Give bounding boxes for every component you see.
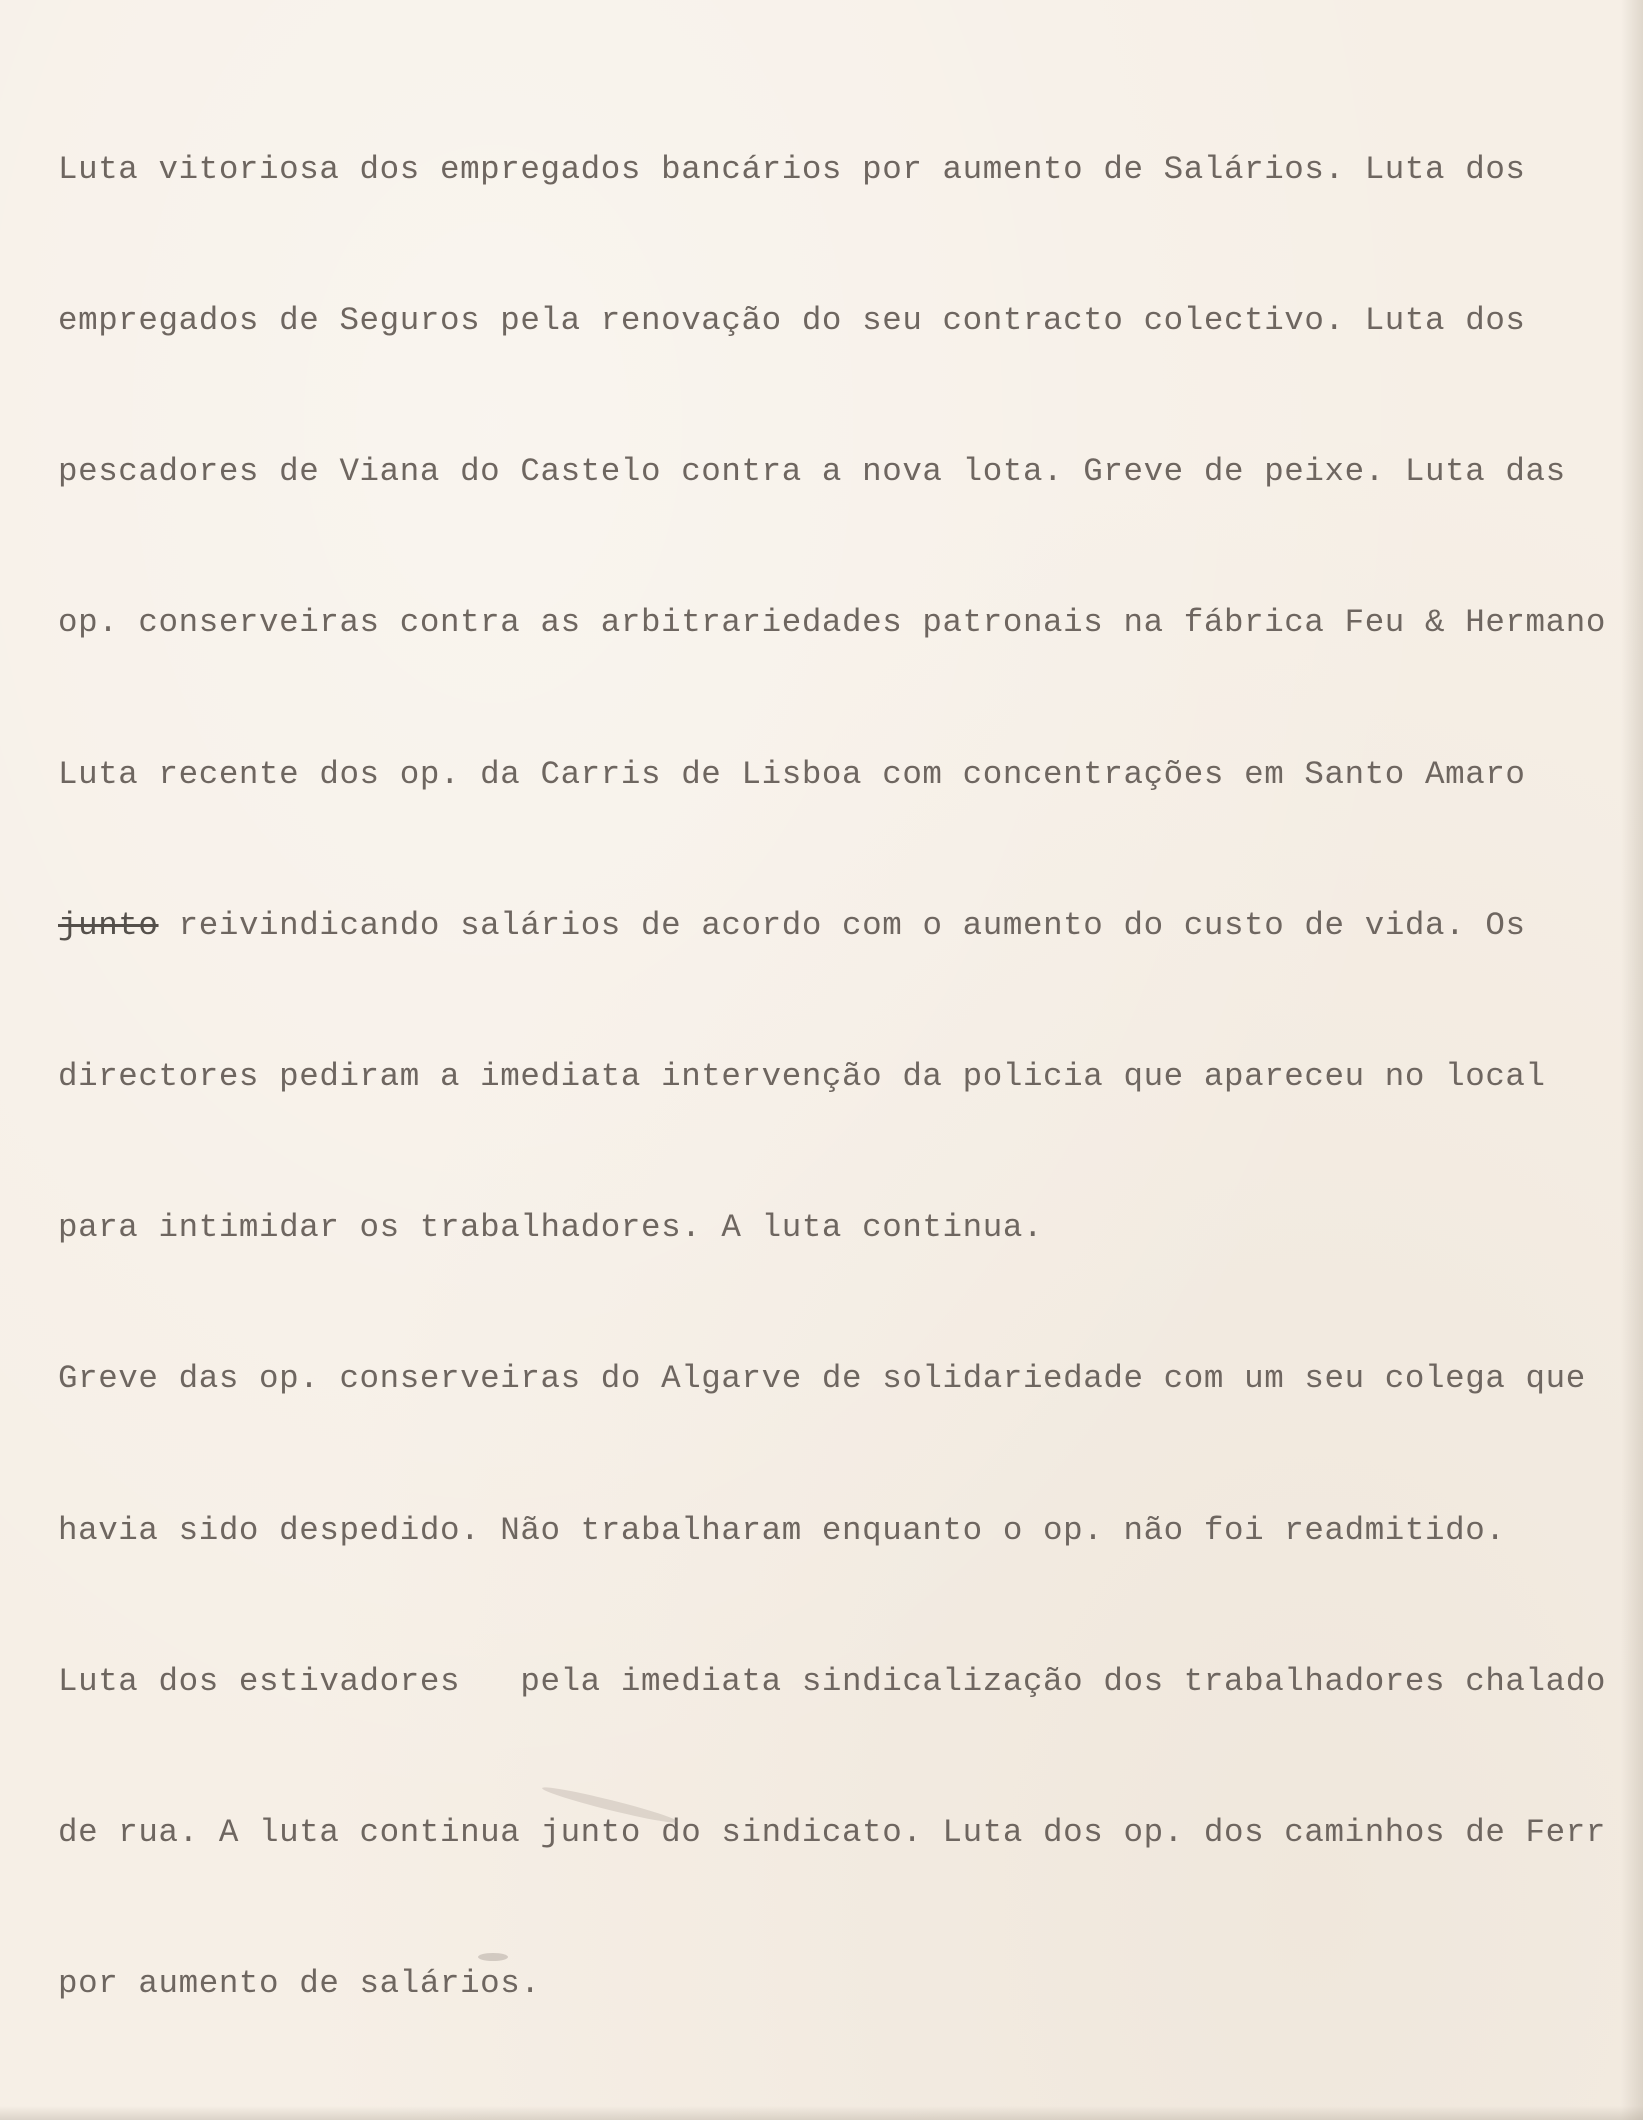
text-line xyxy=(58,901,1638,951)
text-line: havia sido despedido. Não trabalharam enquanto o op. não foi readmitido. xyxy=(58,1511,1506,1549)
text-line-continuation: reivindicando salários de acordo com o aumento do custo de vida. Os xyxy=(158,906,1526,944)
text-line: pescadores de Viana do Castelo contra a nova lota. Greve de peixe. Luta das xyxy=(58,453,1566,491)
text-line: Luta recente dos op. da Carris de Lisboa com concentrações em Santo Amaro xyxy=(58,755,1526,793)
text-line: op. conserveiras contra as arbitrariedades patronais na fábrica Feu & Hermano xyxy=(58,604,1606,642)
text-line: para intimidar os trabalhadores. A luta continua. xyxy=(58,1209,1044,1247)
typewritten-text xyxy=(58,44,1638,2110)
text-line: directores pediram a imediata intervenção da policia que apareceu no local xyxy=(58,1058,1546,1096)
text-line: empregados de Seguros pela renovação do seu contracto colectivo. Luta dos xyxy=(58,302,1526,340)
struck-out-word: junto xyxy=(58,906,159,944)
paper-smudge xyxy=(478,1953,508,1961)
text-line: por aumento de salários. xyxy=(58,1965,541,2003)
text-line: Greve das op. conserveiras do Algarve de solidariedade com um seu colega que xyxy=(58,1360,1586,1398)
text-line: de rua. A luta continua junto do sindicato. Luta dos op. dos caminhos de Ferr xyxy=(58,1814,1606,1852)
text-line: Luta vitoriosa dos empregados bancários por aumento de Salários. Luta dos xyxy=(58,150,1526,188)
text-line: Luta dos estivadores pela imediata sindicalização dos trabalhadores chalado xyxy=(58,1662,1606,1700)
